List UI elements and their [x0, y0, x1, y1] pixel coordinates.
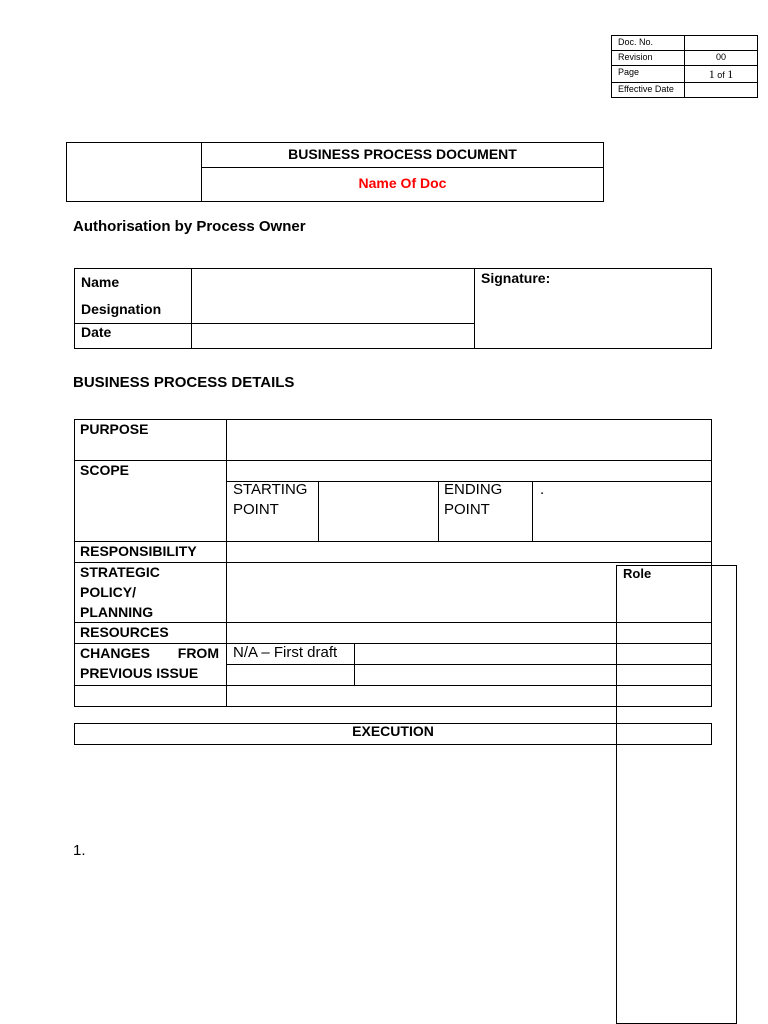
doc-no-label: Doc. No. [612, 36, 685, 51]
signature-cell [475, 269, 712, 349]
date-value [192, 324, 475, 349]
execution-heading: EXECUTION [352, 723, 434, 739]
responsibility-label: RESPONSIBILITY [80, 543, 197, 559]
role-label: Role [623, 566, 652, 581]
resources-label: RESOURCES [80, 624, 169, 640]
page-current: 1 [708, 67, 715, 81]
scope-divider-2 [438, 481, 439, 542]
scope-divider-1 [318, 481, 319, 542]
role-column [616, 565, 737, 1024]
execution-step-1: 1. [73, 842, 86, 859]
row-sep-purpose [74, 460, 712, 461]
logo-cell [67, 143, 202, 202]
ending-point-value: . [540, 481, 545, 498]
doc-no-value [685, 36, 758, 51]
scope-label: SCOPE [80, 462, 130, 478]
page-value [685, 66, 758, 83]
revision-label: Revision [612, 51, 685, 66]
name-designation-value [192, 269, 475, 324]
title-table [66, 142, 604, 202]
page-total: 1 [727, 67, 734, 81]
page-of: of [717, 70, 725, 80]
revision-value: 00 [685, 51, 758, 66]
effective-date-value [685, 83, 758, 98]
changes-divider [354, 643, 355, 686]
strategic-label: STRATEGIC POLICY/ PLANNING [80, 564, 160, 620]
name-label: Name [81, 274, 120, 290]
page-label: Page [612, 66, 685, 83]
ending-point-label: ENDING POINT [444, 481, 503, 518]
date-label: Date [75, 324, 192, 349]
document-name: Name Of Doc [202, 168, 604, 202]
name-designation-cell [75, 269, 192, 324]
authorisation-table [74, 268, 712, 349]
effective-date-label: Effective Date [612, 83, 685, 98]
purpose-label: PURPOSE [80, 421, 149, 437]
changes-label-line1: CHANGES FROM [80, 645, 219, 661]
doc-control-table [611, 35, 758, 98]
scope-divider-3 [532, 481, 533, 542]
starting-point-label: STARTING POINT [233, 481, 308, 518]
changes-value: N/A – First draft [233, 644, 338, 661]
signature-label: Signature: [481, 270, 551, 286]
document-title: BUSINESS PROCESS DOCUMENT [202, 143, 604, 168]
details-heading: BUSINESS PROCESS DETAILS [73, 374, 295, 391]
authorisation-heading: Authorisation by Process Owner [73, 218, 306, 235]
changes-label-line2: PREVIOUS ISSUE [80, 665, 199, 681]
designation-label: Designation [81, 301, 162, 317]
